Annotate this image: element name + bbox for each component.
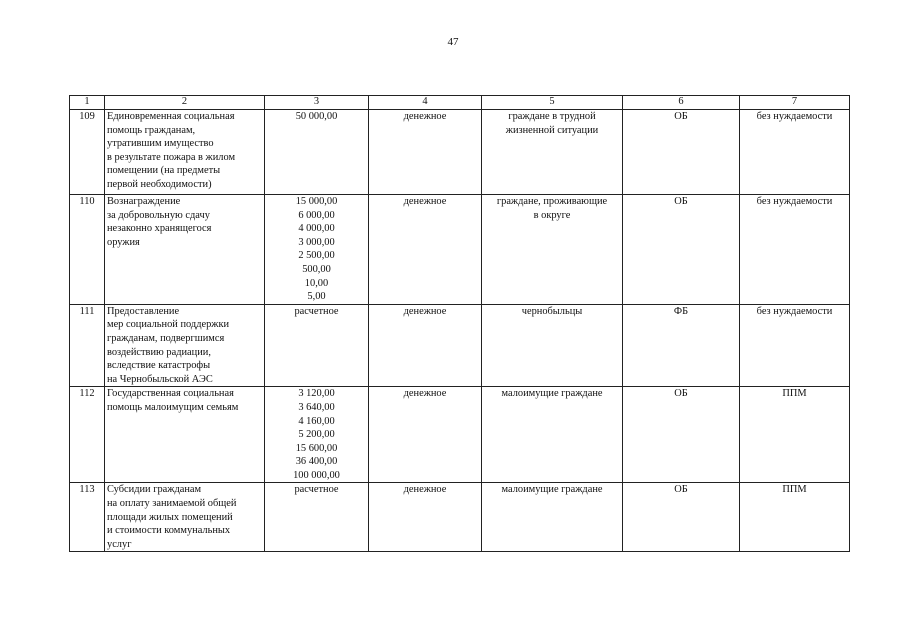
amount-value: 10,00 [304, 277, 329, 289]
need-criteria: без нуждаемости [756, 305, 833, 317]
recipients-cell [482, 195, 623, 305]
table-row [70, 387, 850, 483]
budget-cell [623, 304, 740, 387]
header-cell: 2 [105, 96, 265, 110]
amount-value: 100 000,00 [293, 469, 340, 481]
benefit-name-cell [105, 110, 265, 195]
payment-form: денежное [403, 484, 447, 496]
recipients-line: в округе [533, 209, 571, 221]
benefit-name-cell [105, 304, 265, 387]
amount-cell [265, 304, 369, 387]
need-criteria: без нуждаемости [756, 196, 833, 207]
row-number: 110 [79, 196, 95, 207]
amount-cell [265, 110, 369, 195]
recipients-line: граждане, проживающие [496, 196, 608, 207]
benefit-name-cell [105, 195, 265, 305]
benefit-name-line: Государственная социальная [107, 388, 234, 400]
amount-value: 3 120,00 [298, 388, 335, 400]
amount-value: 3 640,00 [298, 401, 335, 413]
need-criteria: ППМ [782, 388, 807, 400]
benefit-name-line: утратившим имущество [107, 138, 214, 150]
benefit-name-line: вследствие катастрофы [107, 360, 211, 372]
benefit-name-line: площади жилых помещений [107, 511, 233, 523]
benefit-name-line: Субсидии гражданам [107, 484, 202, 496]
recipients-line: жизненной ситуации [505, 124, 599, 136]
header-row [70, 96, 850, 110]
amount-value: 500,00 [302, 263, 331, 275]
row-number-cell [70, 483, 105, 552]
amount-value: 2 500,00 [298, 250, 335, 262]
benefit-name-line: на Чернобыльской АЭС [107, 373, 213, 385]
amount-cell [265, 483, 369, 552]
amount-value: 15 000,00 [295, 196, 338, 207]
header-cell: 3 [265, 96, 369, 110]
table-row [70, 110, 850, 195]
need-criteria: без нуждаемости [756, 111, 833, 122]
header-cell: 7 [740, 96, 850, 110]
row-number: 111 [79, 305, 95, 317]
benefit-name-line: мер социальной поддержки [107, 319, 230, 331]
criteria-cell [740, 387, 850, 483]
table-row [70, 483, 850, 552]
benefit-name-line: гражданам, подвергшимся [107, 332, 225, 344]
header-cell: 4 [369, 96, 482, 110]
benefit-name-cell [105, 483, 265, 552]
benefit-name-line: помещении (на предметы [107, 165, 221, 177]
row-number: 112 [79, 388, 95, 400]
amount-value: 3 000,00 [298, 236, 335, 248]
payment-form: денежное [403, 196, 447, 207]
amount-value: 15 600,00 [295, 442, 338, 454]
benefit-name-line: и стоимости коммунальных [107, 525, 231, 537]
recipients-cell [482, 483, 623, 552]
table-row [70, 195, 850, 305]
table-row [70, 304, 850, 387]
payment-form: денежное [403, 388, 447, 400]
amount-value: 5,00 [307, 291, 326, 303]
benefit-name-line: Вознаграждение [107, 196, 181, 207]
budget-cell [623, 195, 740, 305]
row-number-cell [70, 304, 105, 387]
amount-value: 36 400,00 [295, 456, 338, 468]
budget-source: ОБ [674, 196, 688, 207]
payment-form-cell [369, 110, 482, 195]
recipients-line: граждане в трудной [508, 111, 596, 122]
benefit-name-line: оружия [107, 236, 140, 248]
criteria-cell [740, 110, 850, 195]
amount-value: 4 160,00 [298, 415, 335, 427]
header-cell: 6 [623, 96, 740, 110]
budget-source: ОБ [674, 111, 688, 122]
benefit-name-line: Предоставление [107, 305, 180, 317]
header-cell: 1 [70, 96, 105, 110]
benefit-name-line: на оплату занимаемой общей [107, 498, 237, 510]
benefit-name-line: помощь гражданам, [107, 124, 196, 136]
amount-value: расчетное [294, 305, 339, 317]
recipients-cell [482, 304, 623, 387]
recipients-line: чернобыльцы [521, 305, 583, 317]
row-number: 113 [79, 484, 95, 496]
benefit-name-line: Единовременная социальная [107, 111, 235, 122]
budget-cell [623, 387, 740, 483]
benefit-name-cell [105, 387, 265, 483]
payment-form-cell [369, 387, 482, 483]
row-number-cell [70, 387, 105, 483]
recipients-cell [482, 110, 623, 195]
amount-value: 5 200,00 [298, 429, 335, 441]
payment-form-cell [369, 483, 482, 552]
criteria-cell [740, 195, 850, 305]
amount-value: 4 000,00 [298, 223, 335, 235]
row-number: 109 [79, 111, 95, 122]
recipients-cell [482, 387, 623, 483]
payment-form-cell [369, 304, 482, 387]
amount-cell [265, 195, 369, 305]
recipients-line: малоимущие граждане [501, 388, 603, 400]
criteria-cell [740, 304, 850, 387]
amount-value: 50 000,00 [295, 111, 338, 122]
benefit-name-line: услуг [107, 538, 132, 550]
payment-form-cell [369, 195, 482, 305]
budget-cell [623, 483, 740, 552]
criteria-cell [740, 483, 850, 552]
need-criteria: ППМ [782, 484, 807, 496]
header-cell: 5 [482, 96, 623, 110]
amount-value: 6 000,00 [298, 209, 335, 221]
row-number-cell [70, 110, 105, 195]
payment-form: денежное [403, 111, 447, 122]
amount-value: расчетное [294, 484, 339, 496]
payment-form: денежное [403, 305, 447, 317]
amount-cell [265, 387, 369, 483]
benefit-name-line: в результате пожара в жилом [107, 151, 236, 163]
budget-source: ОБ [674, 388, 688, 400]
budget-source: ФБ [673, 305, 689, 317]
page-number: 47 [447, 36, 459, 48]
benefit-name-line: воздействию радиации, [107, 346, 211, 358]
budget-source: ОБ [674, 484, 688, 496]
benefit-name-line: первой необходимости) [107, 178, 212, 190]
recipients-line: малоимущие граждане [501, 484, 603, 496]
row-number-cell [70, 195, 105, 305]
budget-cell [623, 110, 740, 195]
benefit-name-line: за добровольную сдачу [107, 209, 210, 221]
benefit-name-line: незаконно хранящегося [107, 223, 212, 235]
benefits-table [69, 95, 850, 552]
benefit-name-line: помощь малоимущим семьям [107, 401, 239, 413]
